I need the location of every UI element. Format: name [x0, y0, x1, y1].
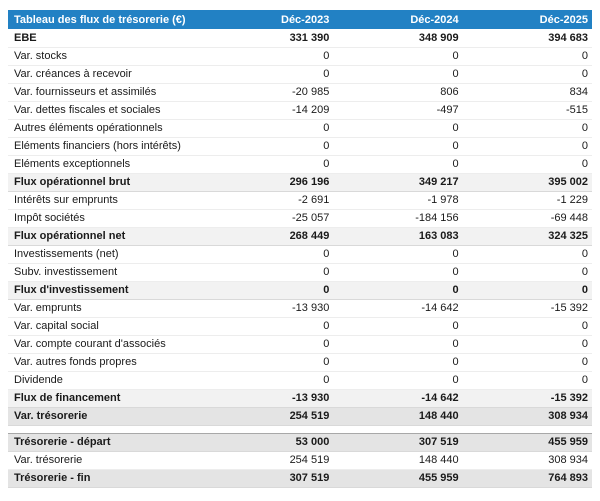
row-value: -14 642 [333, 389, 462, 407]
row-value: 0 [581, 248, 588, 260]
row-value: 0 [452, 158, 459, 170]
row-value: -15 392 [463, 389, 592, 407]
row-label: EBE [14, 31, 37, 44]
row-value: 0 [452, 356, 459, 368]
row-value: 148 440 [418, 454, 459, 466]
table-row [8, 209, 592, 227]
row-value: 308 934 [463, 407, 592, 425]
row-value: 0 [452, 248, 459, 260]
row-label: Eléments financiers (hors intérêts) [14, 140, 181, 152]
row-label: Var. trésorerie [8, 407, 204, 425]
row-value: -20 985 [292, 86, 330, 98]
row-label: Var. compte courant d'associés [14, 338, 166, 350]
row-value: -1 978 [427, 194, 459, 206]
row-value: 455 959 [333, 469, 462, 487]
row-value: -69 448 [550, 212, 588, 224]
column-header-dec-2023: Déc-2023 [204, 10, 333, 29]
row-value: 764 893 [463, 469, 592, 487]
row-label: Flux opérationnel brut [8, 173, 204, 191]
table-row [8, 317, 592, 335]
row-value: 254 519 [204, 407, 333, 425]
row-value: 455 959 [463, 433, 592, 451]
row-value: 0 [323, 320, 330, 332]
row-value: 148 440 [333, 407, 462, 425]
row-value: 0 [323, 338, 330, 350]
row-value: 53 000 [204, 433, 333, 451]
table-row [8, 407, 592, 425]
row-value: 0 [452, 50, 459, 62]
row-value: -497 [436, 104, 459, 116]
row-value: 0 [452, 374, 459, 386]
table-row [8, 173, 592, 191]
table-row [8, 451, 592, 469]
row-value: 0 [452, 320, 459, 332]
row-label: Intérêts sur emprunts [14, 194, 118, 206]
row-value: 0 [463, 281, 592, 299]
row-value: -13 930 [292, 302, 330, 314]
table-header-row [8, 10, 592, 29]
column-header-dec-2024: Déc-2024 [333, 10, 462, 29]
row-value: 0 [452, 338, 459, 350]
row-value: 834 [569, 86, 588, 98]
row-value: 0 [452, 122, 459, 134]
row-value: 0 [323, 140, 330, 152]
row-value: -15 392 [550, 302, 588, 314]
row-value: 308 934 [548, 454, 588, 466]
table-row [8, 353, 592, 371]
row-label: Var. trésorerie [14, 454, 83, 466]
table-row [8, 47, 592, 65]
row-label: Var. fournisseurs et assimilés [14, 86, 157, 98]
cashflow-table [8, 10, 592, 488]
row-value: 348 909 [418, 31, 459, 44]
row-label: Var. créances à recevoir [14, 68, 132, 80]
row-value: 331 390 [289, 31, 330, 44]
row-label: Impôt sociétés [14, 212, 85, 224]
row-value: 0 [581, 158, 588, 170]
row-value: 0 [323, 122, 330, 134]
table-row [8, 299, 592, 317]
row-value: 0 [323, 356, 330, 368]
row-label: Var. autres fonds propres [14, 356, 137, 368]
row-value: 0 [323, 68, 330, 80]
row-label: Var. capital social [14, 320, 99, 332]
table-row [8, 469, 592, 487]
row-label: Dividende [14, 374, 63, 386]
row-value: 268 449 [204, 227, 333, 245]
row-label: Var. stocks [14, 50, 67, 62]
table-row [8, 281, 592, 299]
row-value: 307 519 [333, 433, 462, 451]
row-label: Flux de financement [8, 389, 204, 407]
table-row [8, 335, 592, 353]
row-value: 0 [452, 266, 459, 278]
table-row [8, 119, 592, 137]
table-row [8, 263, 592, 281]
row-label: Autres éléments opérationnels [14, 122, 163, 134]
row-value: 0 [323, 50, 330, 62]
row-label: Investissements (net) [14, 248, 119, 260]
row-value: 349 217 [333, 173, 462, 191]
row-value: 0 [581, 140, 588, 152]
table-row [8, 371, 592, 389]
row-value: 0 [581, 68, 588, 80]
table-row [8, 83, 592, 101]
row-label: Flux opérationnel net [8, 227, 204, 245]
row-value: 395 002 [463, 173, 592, 191]
row-value: -13 930 [204, 389, 333, 407]
table-row [8, 191, 592, 209]
table-body [8, 29, 592, 487]
table-row [8, 137, 592, 155]
row-value: -1 229 [556, 194, 588, 206]
row-label: Flux d'investissement [8, 281, 204, 299]
table-row [8, 389, 592, 407]
spacer-row [8, 425, 592, 433]
table-header [8, 10, 592, 29]
row-value: 0 [581, 122, 588, 134]
row-value: 0 [323, 248, 330, 260]
row-value: 163 083 [333, 227, 462, 245]
row-value: 806 [440, 86, 459, 98]
row-value: 0 [581, 356, 588, 368]
row-label: Eléments exceptionnels [14, 158, 131, 170]
row-value: 0 [581, 50, 588, 62]
row-value: -184 156 [415, 212, 459, 224]
row-value: 0 [452, 68, 459, 80]
row-value: 0 [581, 266, 588, 278]
table-row [8, 155, 592, 173]
row-value: -14 209 [292, 104, 330, 116]
row-label: Subv. investissement [14, 266, 118, 278]
row-value: -2 691 [298, 194, 330, 206]
row-value: 0 [333, 281, 462, 299]
row-value: 307 519 [204, 469, 333, 487]
table-row [8, 245, 592, 263]
row-value: -25 057 [292, 212, 330, 224]
row-value: 0 [452, 140, 459, 152]
spacer-cell [8, 425, 592, 433]
row-value: 0 [581, 338, 588, 350]
row-label: Trésorerie - départ [8, 433, 204, 451]
table-row [8, 227, 592, 245]
row-value: 0 [323, 374, 330, 386]
row-label: Var. emprunts [14, 302, 82, 314]
row-value: 0 [323, 158, 330, 170]
row-value: 324 325 [463, 227, 592, 245]
row-value: 0 [581, 374, 588, 386]
table-row [8, 101, 592, 119]
row-value: 0 [581, 320, 588, 332]
table-row [8, 65, 592, 83]
row-value: 0 [323, 266, 330, 278]
row-value: 0 [204, 281, 333, 299]
row-label: Trésorerie - fin [8, 469, 204, 487]
row-value: 254 519 [289, 454, 330, 466]
row-label: Var. dettes fiscales et sociales [14, 104, 161, 116]
row-value: 394 683 [548, 31, 588, 44]
table-row [8, 29, 592, 47]
column-header-dec-2025: Déc-2025 [463, 10, 592, 29]
table-row [8, 433, 592, 451]
row-value: 296 196 [204, 173, 333, 191]
table-title: Tableau des flux de trésorerie (€) [8, 10, 204, 29]
row-value: -14 642 [421, 302, 459, 314]
row-value: -515 [565, 104, 588, 116]
